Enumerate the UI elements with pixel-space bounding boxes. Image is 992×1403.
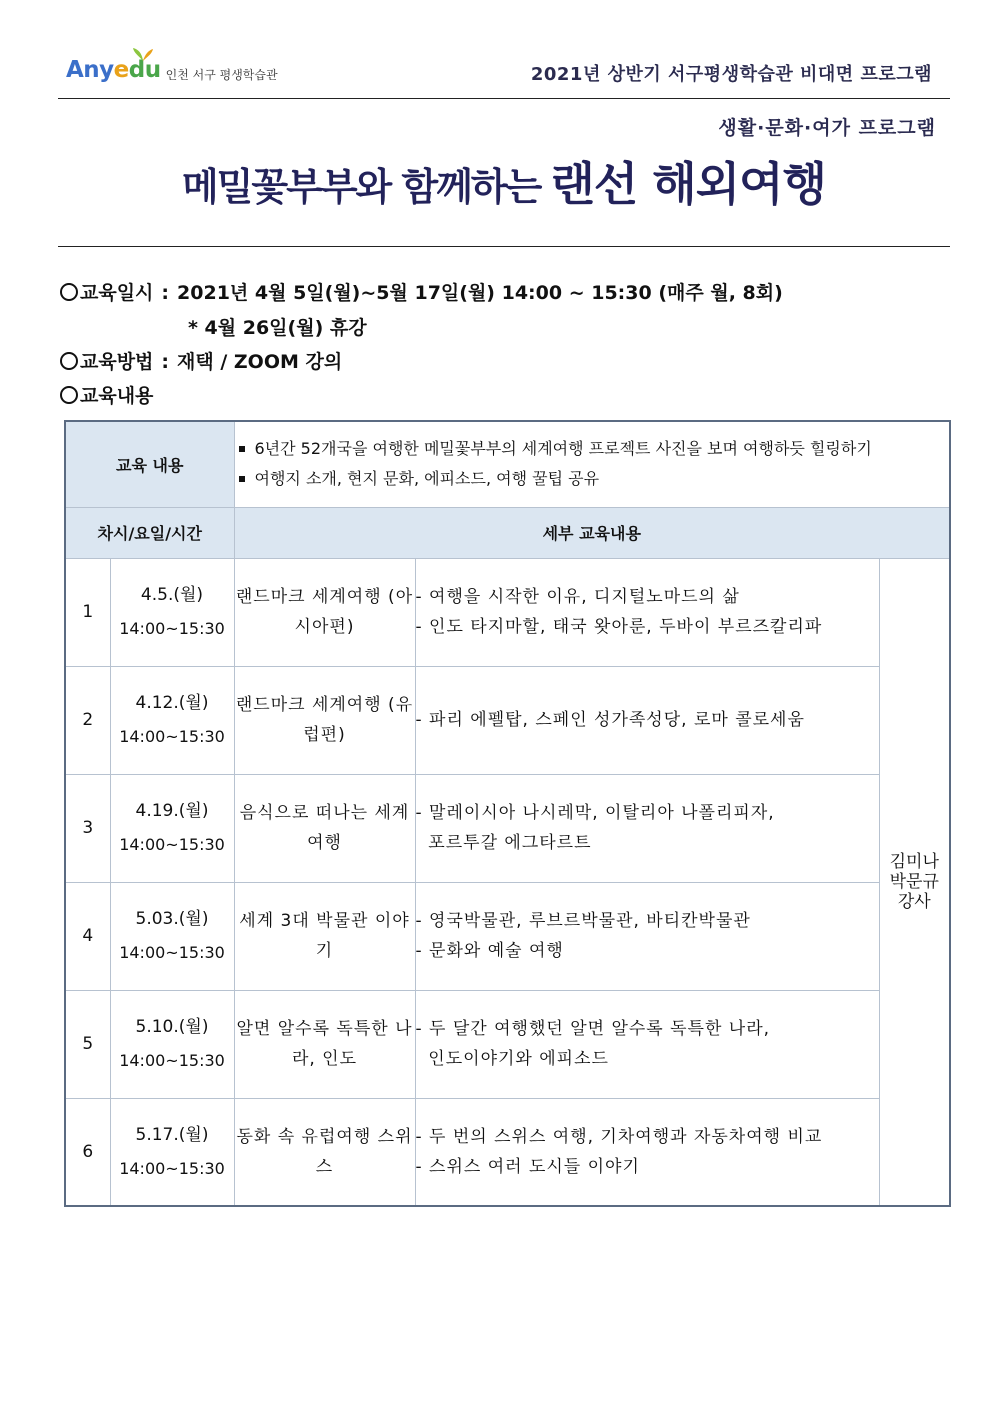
category-label: 생활·문화·여가 프로그램 bbox=[718, 117, 936, 139]
leaf-icon bbox=[132, 46, 154, 62]
column-header-row bbox=[65, 507, 950, 558]
title-part1: 메밀꽃부부와 함께하는 bbox=[182, 165, 541, 209]
session-date: 5.17.(월) 14:00~15:30 bbox=[110, 1098, 234, 1206]
session-details: - 파리 에펠탑, 스페인 성가족성당, 로마 콜로세움 bbox=[415, 666, 879, 774]
session-number: 3 bbox=[65, 774, 110, 882]
session-date: 4.19.(월) 14:00~15:30 bbox=[110, 774, 234, 882]
session-date: 4.12.(월) 14:00~15:30 bbox=[110, 666, 234, 774]
session-title: 알면 알수록 독특한 나라, 인도 bbox=[234, 990, 415, 1098]
circle-bullet-icon bbox=[60, 386, 78, 404]
date-value: 2021년 4월 5일(월)~5월 17일(월) 14:00 ~ 15:30 (매주 월, 8회) bbox=[177, 282, 783, 304]
title-part2: 랜선 해외여행 bbox=[550, 157, 826, 211]
table-row bbox=[65, 558, 950, 666]
square-bullet-icon bbox=[239, 446, 245, 452]
circle-bullet-icon bbox=[60, 283, 78, 301]
logo-wordmark: Anyedu bbox=[66, 57, 161, 83]
summary-bullet: 6년간 52개국을 여행한 메밀꽃부부의 세계여행 프로젝트 사진을 보며 여행하듯 힐링하기 bbox=[254, 439, 872, 459]
session-number: 4 bbox=[65, 882, 110, 990]
session-title: 세계 3대 박물관 이야기 bbox=[234, 882, 415, 990]
session-title: 동화 속 유럽여행 스위스 bbox=[234, 1098, 415, 1206]
session-number: 5 bbox=[65, 990, 110, 1098]
instructor: 김미나 박문규 강사 bbox=[879, 558, 950, 1206]
session-details: - 여행을 시작한 이유, 디지털노마드의 삶 - 인도 타지마할, 태국 왓아룬, 두바이 부르즈칼리파 bbox=[415, 558, 879, 666]
page-header bbox=[58, 44, 950, 99]
session-number: 6 bbox=[65, 1098, 110, 1206]
info-content: 교육내용 bbox=[60, 381, 153, 408]
session-details: - 두 달간 여행했던 알면 알수록 독특한 나라, 인도이야기와 에피소드 bbox=[415, 990, 879, 1098]
session-title: 음식으로 떠나는 세계여행 bbox=[234, 774, 415, 882]
session-title: 랜드마크 세계여행 (유럽편) bbox=[234, 666, 415, 774]
table-row bbox=[65, 1098, 950, 1206]
page-title bbox=[58, 148, 950, 214]
program-title: 2021년 상반기 서구평생학습관 비대면 프로그램 bbox=[530, 64, 932, 85]
circle-bullet-icon bbox=[60, 352, 78, 370]
table-row bbox=[65, 882, 950, 990]
session-details: - 두 번의 스위스 여행, 기차여행과 자동차여행 비교 - 스위스 여러 도시들 이야기 bbox=[415, 1098, 879, 1206]
info-date-note: * 4월 26일(월) 휴강 bbox=[188, 317, 367, 339]
col-header-session: 차시/요일/시간 bbox=[65, 507, 234, 558]
method-value: 재택 / ZOOM 강의 bbox=[177, 351, 343, 373]
session-number: 1 bbox=[65, 558, 110, 666]
anyedu-logo bbox=[66, 50, 278, 90]
summary-bullet: 여행지 소개, 현지 문화, 에피소드, 여행 꿀팁 공유 bbox=[254, 469, 600, 489]
col-header-detail: 세부 교육내용 bbox=[234, 507, 950, 558]
session-title: 랜드마크 세계여행 (아시아편) bbox=[234, 558, 415, 666]
info-date: 교육일시 : 2021년 4월 5일(월)~5월 17일(월) 14:00 ~ 15:30 (매주 월, 8회) bbox=[60, 278, 783, 305]
table-row bbox=[65, 666, 950, 774]
session-details: - 영국박물관, 루브르박물관, 바티칸박물관 - 문화와 예술 여행 bbox=[415, 882, 879, 990]
session-date: 5.10.(월) 14:00~15:30 bbox=[110, 990, 234, 1098]
summary-label: 교육 내용 bbox=[65, 421, 234, 507]
table-row bbox=[65, 990, 950, 1098]
schedule-table bbox=[64, 420, 951, 1207]
logo-subtitle: 인천 서구 평생학습관 bbox=[165, 67, 278, 82]
table-row bbox=[65, 774, 950, 882]
session-date: 4.5.(월) 14:00~15:30 bbox=[110, 558, 234, 666]
session-date: 5.03.(월) 14:00~15:30 bbox=[110, 882, 234, 990]
session-number: 2 bbox=[65, 666, 110, 774]
title-divider bbox=[58, 246, 950, 247]
info-method: 교육방법 : 재택 / ZOOM 강의 bbox=[60, 347, 342, 374]
summary-row bbox=[65, 421, 950, 507]
session-details: - 말레이시아 나시레막, 이탈리아 나폴리피자, 포르투갈 에그타르트 bbox=[415, 774, 879, 882]
square-bullet-icon bbox=[239, 476, 245, 482]
summary-content bbox=[234, 421, 950, 507]
